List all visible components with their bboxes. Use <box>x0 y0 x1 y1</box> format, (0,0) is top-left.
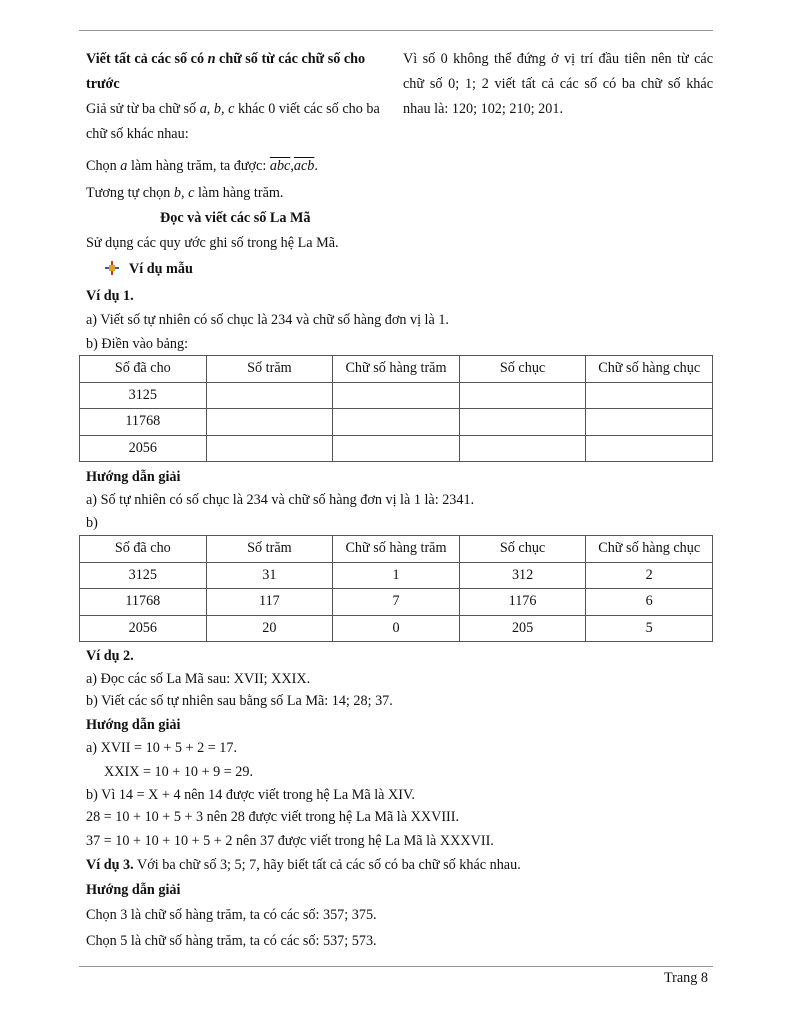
table-cell: 2056 <box>80 615 207 642</box>
intro-heading: Viết tất cả các số có n chữ số từ các chữ số cho trước <box>86 51 366 92</box>
roman-text: Sử dụng các quy ước ghi số trong hệ La Mã. <box>86 235 339 251</box>
ex3-question: Ví dụ 3. Với ba chữ số 3; 5; 7, hãy biết tất cả các số có ba chữ số khác nhau. <box>86 857 521 873</box>
table-cell: 3125 <box>80 382 207 409</box>
intro-left-column <box>86 47 391 147</box>
table-cell <box>333 382 460 409</box>
table-cell: 11768 <box>80 409 207 436</box>
ex2-solution-4: 28 = 10 + 10 + 5 + 3 nên 28 được viết trong hệ La Mã là XXVIII. <box>86 809 460 825</box>
ex2-solution-1: a) XVII = 10 + 5 + 2 = 17. <box>86 740 237 756</box>
table-cell <box>586 382 713 409</box>
footer-rule <box>79 966 713 967</box>
table-cell <box>333 409 460 436</box>
table-row <box>80 435 713 462</box>
ex3-line-1: Chọn 3 là chữ số hàng trăm, ta có các số: 357; 375. <box>86 907 377 923</box>
table-cell: 312 <box>459 562 586 589</box>
table-cell <box>459 435 586 462</box>
header-cell: Số chục <box>459 356 586 383</box>
table-header-row <box>80 356 713 383</box>
table-cell: 31 <box>206 562 333 589</box>
table-cell: 2 <box>586 562 713 589</box>
table-cell: 0 <box>333 615 460 642</box>
header-cell: Số đã cho <box>80 536 207 563</box>
roman-heading: Đọc và viết các số La Mã <box>160 210 311 226</box>
ex3-guide-heading: Hướng dẫn giải <box>86 882 181 898</box>
table-row <box>80 562 713 589</box>
ex1-answer-a: a) Số tự nhiên có số chục là 234 và chữ số hàng đơn vị là 1 là: 2341. <box>86 492 475 508</box>
ex1-blank-table <box>79 355 713 462</box>
ex1-question-a: a) Viết số tự nhiên có số chục là 234 và chữ số hàng đơn vị là 1. <box>86 312 449 328</box>
ex2-solution-2: XXIX = 10 + 10 + 9 = 29. <box>104 764 254 780</box>
header-cell: Số trăm <box>206 536 333 563</box>
table-row <box>80 589 713 616</box>
table-cell: 1 <box>333 562 460 589</box>
page-number: Trang 8 <box>663 970 708 986</box>
choose-bc-line: Tương tự chọn b, c làm hàng trăm. <box>86 185 284 201</box>
header-cell: Chữ số hàng chục <box>586 536 713 563</box>
ex1-answer-b: b) <box>86 515 98 531</box>
choose-a-line: Chọn a làm hàng trăm, ta được: $\overline{abc},\overline{acb}$. <box>86 158 318 174</box>
ex2-solution-5: 37 = 10 + 10 + 10 + 5 + 2 nên 37 được viết trong hệ La Mã là XXXVII. <box>86 833 494 849</box>
header-cell: Số trăm <box>206 356 333 383</box>
ex2-question-a: a) Đọc các số La Mã sau: XVII; XXIX. <box>86 671 311 687</box>
ex1-filled-table <box>79 535 713 642</box>
table-cell: 7 <box>333 589 460 616</box>
header-rule <box>79 30 713 31</box>
table-header-row <box>80 536 713 563</box>
examples-heading: Ví dụ mẫu <box>105 259 193 278</box>
table-cell <box>459 382 586 409</box>
table-cell <box>206 409 333 436</box>
table-cell: 20 <box>206 615 333 642</box>
ex2-solution-3: b) Vì 14 = X + 4 nên 14 được viết trong hệ La Mã là XIV. <box>86 787 415 803</box>
table-cell <box>586 435 713 462</box>
table-cell: 1176 <box>459 589 586 616</box>
table-cell <box>586 409 713 436</box>
table-cell: 6 <box>586 589 713 616</box>
table-cell: 117 <box>206 589 333 616</box>
table-cell <box>333 435 460 462</box>
ex2-guide-heading: Hướng dẫn giải <box>86 717 181 733</box>
ex3-line-2: Chọn 5 là chữ số hàng trăm, ta có các số: 537; 573. <box>86 933 377 949</box>
ex2-title: Ví dụ 2. <box>86 648 134 664</box>
table-cell: 3125 <box>80 562 207 589</box>
intro-paragraph: Giả sử từ ba chữ số a, b, c khác 0 viết các số cho ba chữ số khác nhau: <box>86 101 380 142</box>
table-row <box>80 615 713 642</box>
ex2-question-b: b) Viết các số tự nhiên sau bằng số La Mã: 14; 28; 37. <box>86 693 393 709</box>
ex1-guide-heading: Hướng dẫn giải <box>86 469 181 485</box>
intro-right-column: Vì số 0 không thể đứng ở vị trí đầu tiên nên từ các chữ số 0; 1; 2 viết tất cả các số có ba chữ số khác nhau là: 120; 102; 210; 201. <box>403 51 713 117</box>
table-row <box>80 382 713 409</box>
table-cell: 2056 <box>80 435 207 462</box>
table-cell: 5 <box>586 615 713 642</box>
header-cell: Chữ số hàng trăm <box>333 356 460 383</box>
ex1-question-b: b) Điền vào bảng: <box>86 336 189 352</box>
table-cell <box>459 409 586 436</box>
header-cell: Chữ số hàng chục <box>586 356 713 383</box>
pencil-icon <box>105 261 119 275</box>
table-cell <box>206 435 333 462</box>
header-cell: Chữ số hàng trăm <box>333 536 460 563</box>
table-cell: 205 <box>459 615 586 642</box>
table-cell <box>206 382 333 409</box>
ex1-title: Ví dụ 1. <box>86 288 134 304</box>
table-row <box>80 409 713 436</box>
header-cell: Số đã cho <box>80 356 207 383</box>
table-cell: 11768 <box>80 589 207 616</box>
header-cell: Số chục <box>459 536 586 563</box>
